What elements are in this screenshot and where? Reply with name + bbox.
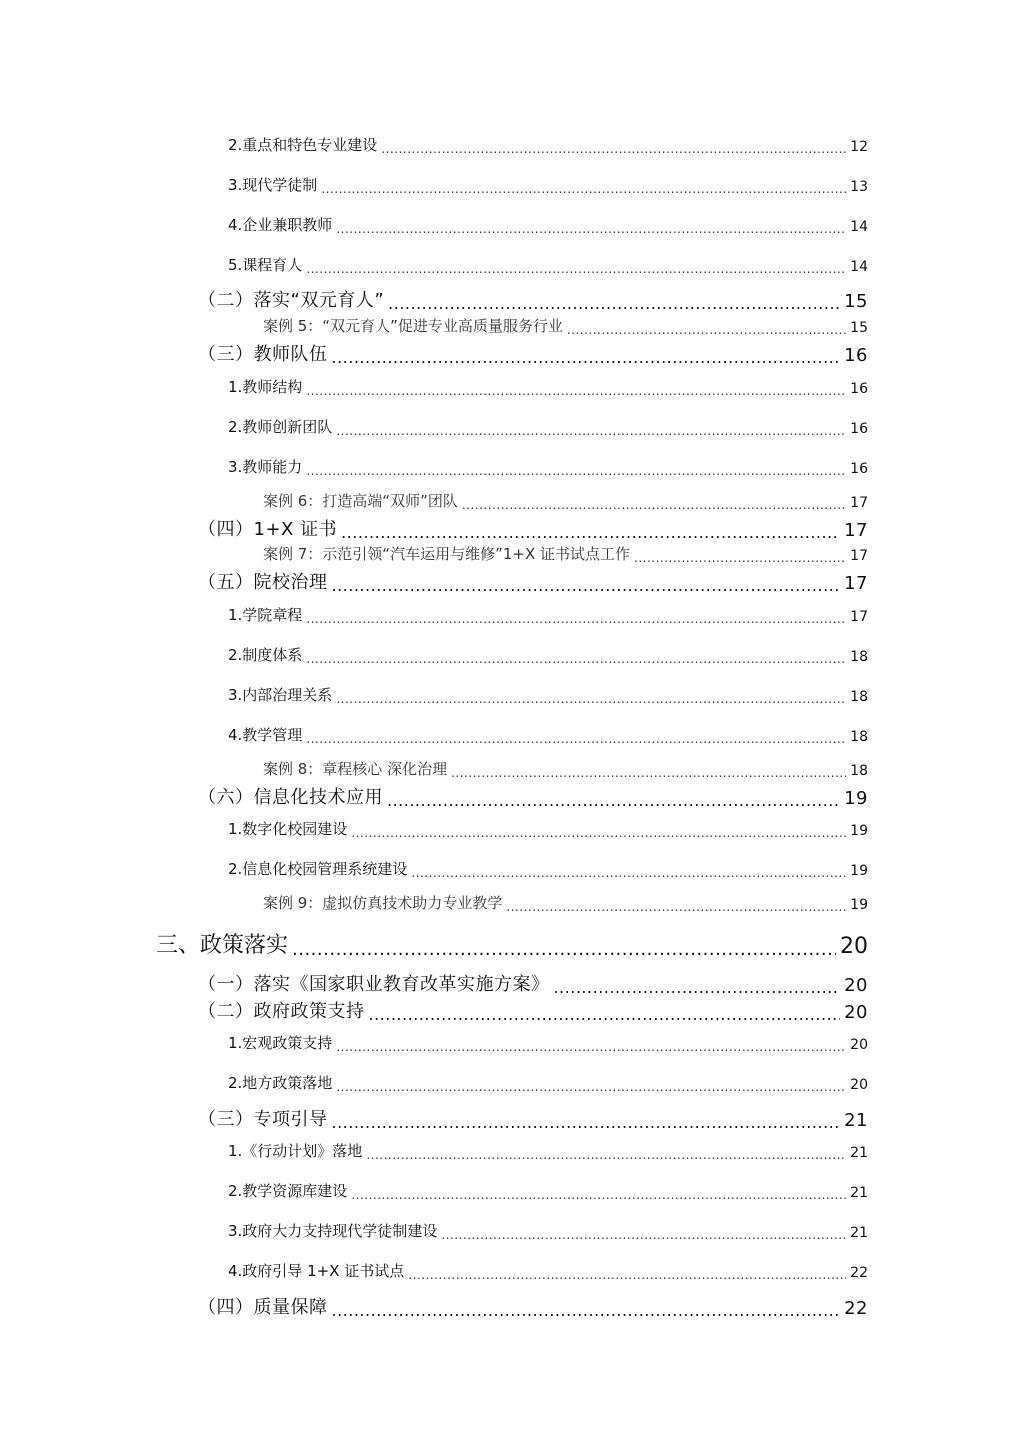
toc-entry-title: （四）质量保障: [198, 1297, 328, 1318]
toc-entry-title: 案例 5：“双元育人”促进专业高质量服务行业: [263, 317, 563, 335]
dot-leader: [321, 183, 846, 195]
dot-leader: [306, 385, 846, 397]
toc-entry-title: 案例 7：示范引领“汽车运用与维修”1+X 证书试点工作: [263, 545, 631, 563]
dot-leader: [306, 613, 846, 625]
toc-entry-title: 2.教学资源库建设: [228, 1182, 348, 1200]
toc-entry-page: 21: [850, 1185, 868, 1201]
dot-leader: [567, 324, 846, 336]
toc-entry[interactable]: [228, 684, 868, 705]
toc-entry[interactable]: [198, 515, 868, 541]
dot-leader: [441, 1229, 846, 1241]
toc-entry[interactable]: [156, 928, 868, 959]
toc-entry-page: 16: [850, 421, 868, 437]
toc-entry[interactable]: [228, 644, 868, 665]
toc-entry-page: 17: [850, 609, 868, 625]
dot-leader: [411, 867, 846, 879]
toc-entry[interactable]: [198, 568, 868, 594]
toc-entry[interactable]: [228, 1032, 868, 1053]
toc-entry-title: 1.数字化校园建设: [228, 820, 348, 838]
toc-entry-title: 1.《行动计划》落地: [228, 1142, 363, 1160]
toc-entry[interactable]: [263, 758, 868, 779]
toc-entry-title: 案例 6：打造高端“双师”团队: [263, 492, 458, 510]
toc-entry[interactable]: [228, 1220, 868, 1241]
dot-leader: [554, 980, 841, 996]
toc-entry-page: 18: [850, 763, 868, 779]
toc-entry[interactable]: [228, 858, 868, 879]
dot-leader: [462, 499, 846, 511]
toc-entry-page: 14: [850, 259, 868, 275]
toc-entry-title: 3.内部治理关系: [228, 686, 333, 704]
dot-leader: [351, 1189, 846, 1201]
toc-entry-page: 19: [850, 823, 868, 839]
toc-entry-page: 18: [850, 689, 868, 705]
toc-entry-page: 16: [850, 381, 868, 397]
toc-entry[interactable]: [198, 1293, 868, 1319]
toc-entry[interactable]: [198, 783, 868, 809]
toc-entry-title: 2.制度体系: [228, 646, 303, 664]
toc-entry[interactable]: [228, 1260, 868, 1281]
dot-leader: [634, 552, 846, 564]
toc-entry-page: 17: [850, 548, 868, 564]
toc-entry-page: 18: [850, 649, 868, 665]
toc-entry-page: 22: [850, 1265, 868, 1281]
dot-leader: [332, 1115, 841, 1131]
toc-entry[interactable]: [228, 604, 868, 625]
dot-leader: [341, 525, 840, 541]
toc-entry-page: 20: [840, 934, 868, 959]
dot-leader: [369, 1007, 841, 1023]
toc-entry[interactable]: [228, 214, 868, 235]
dot-leader: [306, 263, 846, 275]
toc-entry[interactable]: [228, 134, 868, 155]
dot-leader: [336, 1041, 846, 1053]
toc-entry[interactable]: [228, 1180, 868, 1201]
toc-entry-title: 3.教师能力: [228, 458, 303, 476]
dot-leader: [351, 827, 846, 839]
toc-entry-title: （三）专项引导: [198, 1109, 328, 1130]
toc-entry[interactable]: [263, 543, 868, 564]
toc-entry[interactable]: [198, 997, 868, 1023]
toc-entry-title: （四）1+X 证书: [198, 519, 338, 540]
toc-entry[interactable]: [228, 818, 868, 839]
dot-leader: [332, 578, 841, 594]
toc-entry[interactable]: [228, 174, 868, 195]
toc-entry-title: 4.政府引导 1+X 证书试点: [228, 1262, 405, 1280]
toc-entry-page: 20: [850, 1077, 868, 1093]
toc-entry-page: 21: [850, 1145, 868, 1161]
dot-leader: [506, 901, 846, 913]
dot-leader: [292, 941, 836, 959]
toc-entry-title: （三）教师队伍: [198, 344, 328, 365]
toc-entry-page: 17: [844, 573, 868, 594]
toc-entry-title: 3.现代学徒制: [228, 176, 318, 194]
toc-entry-title: 1.宏观政策支持: [228, 1034, 333, 1052]
toc-entry[interactable]: [263, 490, 868, 511]
toc-entry-title: 3.政府大力支持现代学徒制建设: [228, 1222, 438, 1240]
toc-entry-page: 16: [844, 345, 868, 366]
toc-entry-title: 5.课程育人: [228, 256, 303, 274]
dot-leader: [336, 1081, 846, 1093]
toc-entry[interactable]: [198, 286, 868, 312]
toc-entry-page: 17: [850, 495, 868, 511]
toc-entry-page: 20: [844, 1002, 868, 1023]
toc-entry-page: 19: [850, 897, 868, 913]
toc-entry[interactable]: [198, 1105, 868, 1131]
dot-leader: [381, 143, 846, 155]
toc-entry-title: 2.信息化校园管理系统建设: [228, 860, 408, 878]
dot-leader: [366, 1149, 846, 1161]
toc-entry-title: （一）落实《国家职业教育改革实施方案》: [198, 974, 550, 995]
toc-entry-page: 21: [850, 1225, 868, 1241]
toc-entry-title: 4.教学管理: [228, 726, 303, 744]
toc-entry-page: 19: [844, 788, 868, 809]
toc-entry-title: 案例 9：虚拟仿真技术助力专业教学: [263, 894, 503, 912]
dot-leader: [408, 1269, 846, 1281]
dot-leader: [336, 693, 846, 705]
dot-leader: [332, 1303, 841, 1319]
dot-leader: [306, 465, 846, 477]
toc-entry[interactable]: [263, 892, 868, 913]
toc-entry-page: 15: [844, 291, 868, 312]
toc-entry-page: 20: [850, 1037, 868, 1053]
toc-entry[interactable]: [228, 1072, 868, 1093]
dot-leader: [306, 653, 846, 665]
toc-entry[interactable]: [228, 456, 868, 477]
dot-leader: [336, 223, 846, 235]
toc-entry-page: 21: [844, 1110, 868, 1131]
toc-entry[interactable]: [198, 970, 868, 996]
toc-entry-page: 18: [850, 729, 868, 745]
toc-entry[interactable]: [263, 315, 868, 336]
toc-entry-title: （五）院校治理: [198, 572, 328, 593]
toc-entry-title: 2.重点和特色专业建设: [228, 136, 378, 154]
toc-entry-title: 案例 8：章程核心 深化治理: [263, 760, 448, 778]
toc-entry-page: 20: [844, 975, 868, 996]
toc-entry[interactable]: [228, 724, 868, 745]
toc-entry-page: 12: [850, 139, 868, 155]
toc-entry-title: 1.教师结构: [228, 378, 303, 396]
toc-entry[interactable]: [228, 416, 868, 437]
dot-leader: [388, 296, 840, 312]
toc-entry-title: 2.教师创新团队: [228, 418, 333, 436]
toc-entry-page: 17: [844, 520, 868, 541]
toc-entry-title: 2.地方政策落地: [228, 1074, 333, 1092]
dot-leader: [306, 733, 846, 745]
toc-entry-page: 19: [850, 863, 868, 879]
toc-entry[interactable]: [198, 340, 868, 366]
dot-leader: [387, 793, 840, 809]
toc-entry-page: 13: [850, 179, 868, 195]
toc-entry-page: 16: [850, 461, 868, 477]
toc-entry-title: （二）政府政策支持: [198, 1001, 365, 1022]
toc-entry[interactable]: [228, 1140, 868, 1161]
toc-entry-title: 4.企业兼职教师: [228, 216, 333, 234]
toc-entry-title: （六）信息化技术应用: [198, 787, 383, 808]
toc-entry-title: （二）落实“双元育人”: [198, 290, 385, 311]
toc-entry[interactable]: [228, 254, 868, 275]
toc-entry-page: 22: [844, 1298, 868, 1319]
toc-entry-title: 三、政策落实: [156, 933, 289, 958]
toc-entry-page: 14: [850, 219, 868, 235]
toc-entry-page: 15: [850, 320, 868, 336]
dot-leader: [336, 425, 846, 437]
toc-entry-title: 1.学院章程: [228, 606, 303, 624]
dot-leader: [332, 350, 841, 366]
toc-entry[interactable]: [228, 376, 868, 397]
dot-leader: [451, 767, 846, 779]
